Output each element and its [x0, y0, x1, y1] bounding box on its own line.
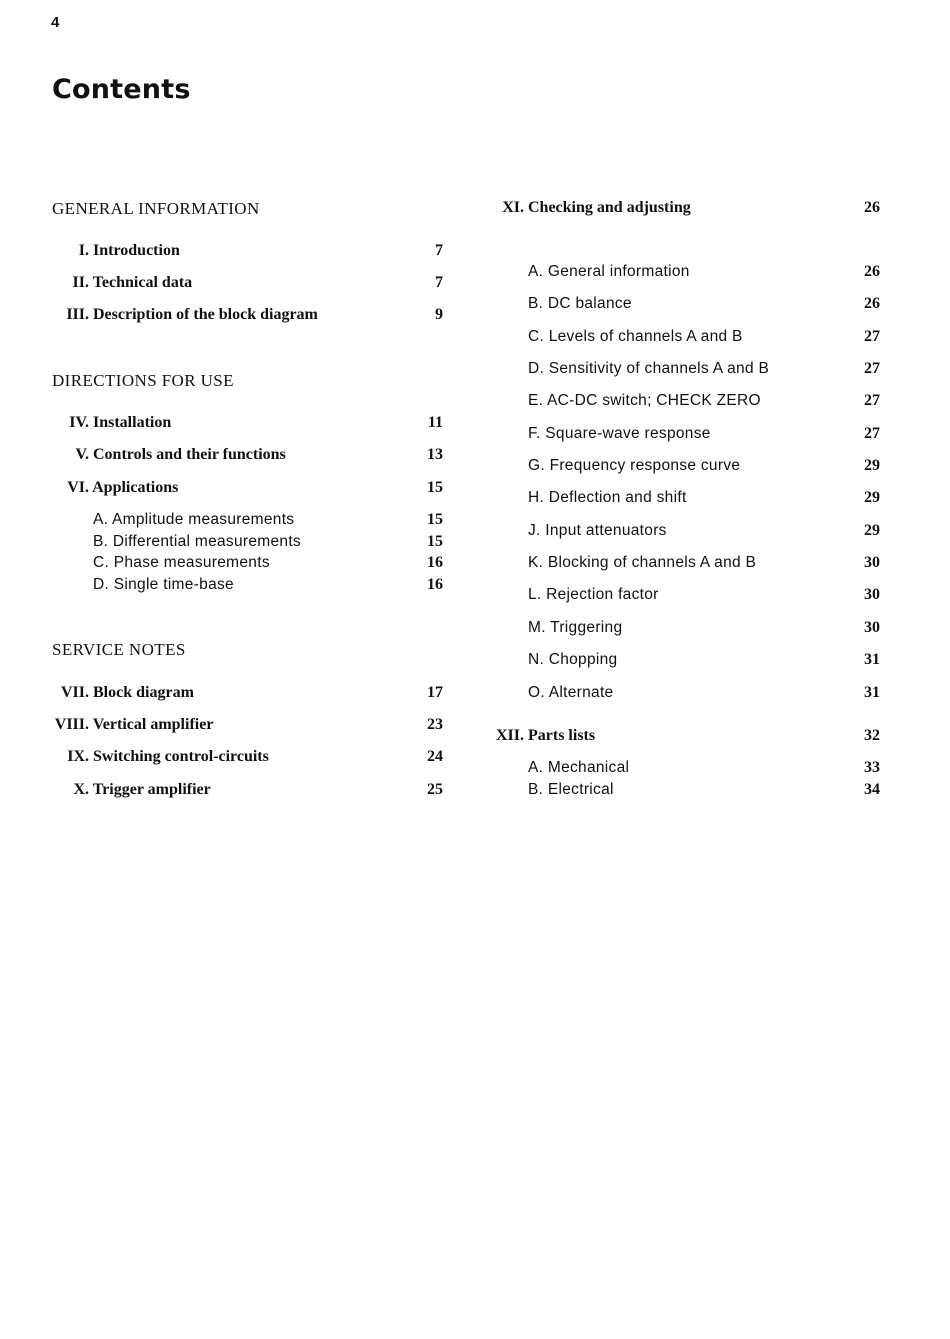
toc-subentry[interactable] — [528, 426, 711, 442]
sub-label: Levels of channels A and B — [548, 328, 743, 345]
chapter-label: Parts lists — [528, 727, 596, 744]
chapter-number: VI. — [67, 479, 89, 496]
page-ref: 15 — [427, 479, 443, 496]
chapter-label: Trigger amplifier — [92, 781, 211, 798]
page-ref: 27 — [864, 425, 880, 442]
page-ref: 30 — [864, 554, 880, 571]
page-ref: 26 — [864, 199, 880, 216]
chapter-label: Installation — [93, 414, 172, 431]
sub-label: Alternate — [548, 684, 614, 701]
page-ref: 9 — [435, 306, 443, 323]
chapter-label: Applications — [92, 479, 179, 496]
sub-letter: C. — [93, 554, 110, 571]
toc-subentry[interactable] — [528, 587, 659, 603]
sub-letter: F. — [528, 425, 541, 442]
sub-label: Square-wave response — [545, 425, 711, 442]
sub-letter: K. — [528, 554, 544, 571]
page-ref: 25 — [427, 781, 443, 798]
page-ref: 15 — [427, 511, 443, 528]
chapter-number: X. — [73, 781, 89, 798]
page-ref: 16 — [427, 554, 443, 571]
toc-subentry[interactable] — [528, 329, 743, 345]
toc-entry-applications[interactable] — [52, 480, 178, 496]
chapter-number: IV. — [69, 414, 89, 431]
page-ref: 29 — [864, 457, 880, 474]
toc-subentry[interactable] — [528, 685, 613, 701]
toc-subentry[interactable] — [528, 264, 690, 280]
toc-subentry[interactable] — [528, 652, 617, 668]
sub-label: Input attenuators — [545, 522, 667, 539]
page-title: Contents — [52, 74, 191, 105]
sub-letter: D. — [528, 360, 545, 377]
page-ref: 13 — [427, 446, 443, 463]
sub-label: Deflection and shift — [548, 489, 687, 506]
sub-letter: D. — [93, 576, 110, 593]
page-ref: 33 — [864, 759, 880, 776]
sub-label: Triggering — [550, 619, 623, 636]
chapter-number: VIII. — [54, 716, 89, 733]
page-ref: 27 — [864, 392, 880, 409]
toc-subentry[interactable] — [528, 361, 769, 377]
page-ref: 27 — [864, 328, 880, 345]
sub-label: Phase measurements — [113, 554, 270, 571]
chapter-label: Description of the block diagram — [93, 306, 318, 323]
toc-subentry[interactable] — [528, 523, 667, 539]
sub-letter: J. — [528, 522, 541, 539]
chapter-number: IX. — [67, 748, 89, 765]
page-ref: 24 — [427, 748, 443, 765]
page-ref: 7 — [435, 242, 443, 259]
sub-letter: M. — [528, 619, 546, 636]
toc-subentry[interactable] — [528, 296, 632, 312]
sub-label: Differential measurements — [112, 533, 301, 550]
sub-label: Amplitude measurements — [112, 511, 295, 528]
page-ref: 29 — [864, 489, 880, 506]
sub-label: AC-DC switch; CHECK ZERO — [547, 392, 761, 409]
sub-label: Mechanical — [547, 759, 630, 776]
sub-letter: C. — [528, 328, 545, 345]
section-heading-general-information: GENERAL INFORMATION — [52, 199, 260, 218]
page-ref: 17 — [427, 684, 443, 701]
toc-subentry[interactable] — [528, 760, 629, 776]
toc-subentry[interactable] — [528, 393, 761, 409]
chapter-number: XII. — [495, 727, 524, 744]
toc-entry-block-diagram[interactable] — [52, 685, 194, 701]
page-ref: 29 — [864, 522, 880, 539]
toc-subentry-single-time-base[interactable] — [93, 577, 234, 593]
toc-entry-parts-lists[interactable] — [492, 728, 595, 744]
section-heading-service-notes: SERVICE NOTES — [52, 640, 186, 659]
toc-entry-installation[interactable] — [52, 415, 171, 431]
sub-label: Blocking of channels A and B — [547, 554, 757, 571]
toc-subentry[interactable] — [528, 620, 622, 636]
sub-letter: B. — [528, 781, 544, 798]
chapter-label: Switching control-circuits — [93, 748, 269, 765]
sub-letter: B. — [93, 533, 109, 550]
toc-entry-checking-and-adjusting[interactable] — [492, 200, 691, 216]
sub-letter: H. — [528, 489, 545, 506]
chapter-label: Technical data — [92, 274, 193, 291]
chapter-number: II. — [72, 274, 89, 291]
sub-letter: E. — [528, 392, 544, 409]
page-ref: 11 — [427, 414, 443, 431]
toc-subentry[interactable] — [528, 555, 756, 571]
chapter-number: VII. — [60, 684, 89, 701]
page-ref: 34 — [864, 781, 880, 798]
sub-label: Sensitivity of channels A and B — [548, 360, 770, 377]
page-ref: 30 — [864, 586, 880, 603]
toc-entry-introduction[interactable] — [52, 243, 180, 259]
page-ref: 31 — [864, 651, 880, 668]
toc-entry-vertical-amplifier[interactable] — [52, 717, 213, 733]
chapter-number: V. — [75, 446, 89, 463]
toc-subentry-amplitude[interactable] — [93, 512, 294, 528]
toc-subentry[interactable] — [528, 458, 740, 474]
toc-entry-block-diagram-description[interactable] — [52, 307, 318, 323]
sub-label: General information — [547, 263, 690, 280]
page-ref: 23 — [427, 716, 443, 733]
sub-label: DC balance — [547, 295, 632, 312]
page-ref: 26 — [864, 295, 880, 312]
chapter-label: Block diagram — [93, 684, 194, 701]
page-ref: 16 — [427, 576, 443, 593]
sub-letter: N. — [528, 651, 545, 668]
sub-label: Chopping — [548, 651, 618, 668]
sub-label: Frequency response curve — [549, 457, 741, 474]
page-ref: 27 — [864, 360, 880, 377]
sub-letter: G. — [528, 457, 545, 474]
chapter-label: Introduction — [93, 242, 180, 259]
page-ref: 7 — [435, 274, 443, 291]
toc-subentry-differential[interactable] — [93, 534, 301, 550]
toc-entry-trigger-amplifier[interactable] — [52, 782, 211, 798]
page-ref: 32 — [864, 727, 880, 744]
sub-letter: A. — [93, 511, 109, 528]
section-heading-directions-for-use: DIRECTIONS FOR USE — [52, 371, 234, 390]
page-ref: 30 — [864, 619, 880, 636]
toc-entry-switching-control-circuits[interactable] — [52, 749, 269, 765]
sub-letter: A. — [528, 759, 544, 776]
sub-label: Single time-base — [113, 576, 234, 593]
chapter-number: XI. — [502, 199, 524, 216]
toc-subentry-phase[interactable] — [93, 555, 270, 571]
sub-label: Electrical — [547, 781, 614, 798]
toc-entry-controls[interactable] — [52, 447, 286, 463]
page-ref: 31 — [864, 684, 880, 701]
sub-letter: L. — [528, 586, 542, 603]
sub-label: Rejection factor — [546, 586, 659, 603]
chapter-number: III. — [66, 306, 89, 323]
page-ref: 26 — [864, 263, 880, 280]
sub-letter: B. — [528, 295, 544, 312]
page-number: 4 — [51, 14, 60, 31]
toc-subentry[interactable] — [528, 490, 687, 506]
chapter-label: Controls and their functions — [93, 446, 286, 463]
chapter-label: Checking and adjusting — [528, 199, 691, 216]
page-ref: 15 — [427, 533, 443, 550]
toc-entry-technical-data[interactable] — [52, 275, 192, 291]
sub-letter: O. — [528, 684, 545, 701]
chapter-number: I. — [78, 242, 89, 259]
chapter-label: Vertical amplifier — [92, 716, 214, 733]
sub-letter: A. — [528, 263, 544, 280]
toc-subentry[interactable] — [528, 782, 614, 798]
